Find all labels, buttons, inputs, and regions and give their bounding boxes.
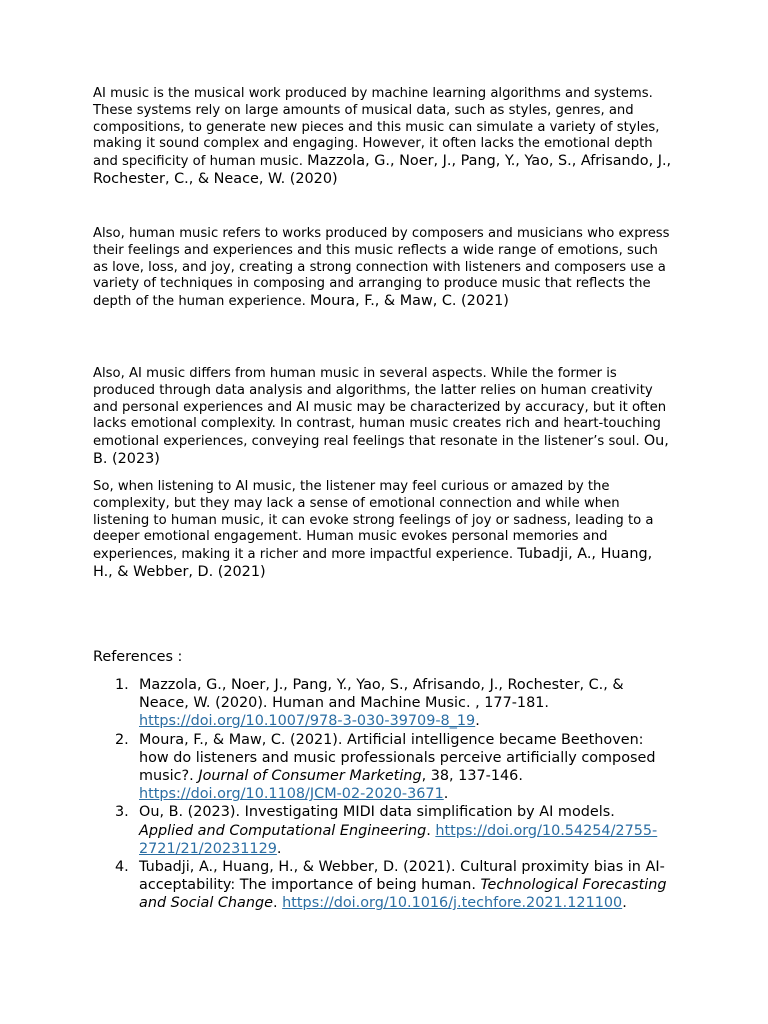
reference-details: , 38, 137-146.: [421, 768, 523, 785]
reference-journal: Applied and Computational Engineering: [139, 822, 427, 839]
paragraph-citation: Ou, B. (2023): [93, 433, 669, 467]
reference-item: [93, 858, 673, 913]
body-paragraph-human-music: [93, 226, 673, 311]
paragraph-citation: Moura, F., & Maw, C. (2021): [310, 293, 509, 310]
reference-doi-link[interactable]: https://doi.org/10.1016/j.techfore.2021.121100: [282, 895, 623, 912]
reference-details: .: [273, 895, 278, 912]
reference-text: Ou, B. (2023). Investigating MIDI data simplification by AI models.: [139, 804, 615, 821]
reference-doi-link[interactable]: https://doi.org/10.1108/JCM-02-2020-3671: [139, 786, 444, 803]
references-list: [93, 676, 673, 913]
reference-number: 3.: [115, 804, 129, 821]
paragraph-text: AI music is the musical work produced by machine learning algorithms and systems. These systems rely on large amounts of musical data, such as styles, genres, and compositions, to generate new pieces and this music can simulate a variety of styles, making it sound complex and engaging. However, it often lacks the emotional depth and specificity of human music.: [93, 86, 660, 170]
body-paragraph-ai-music: [93, 86, 673, 189]
references-heading: References :: [93, 649, 183, 665]
reference-number: 1.: [115, 677, 129, 693]
reference-doi-link[interactable]: https://doi.org/10.1007/978-3-030-39709-8_19: [139, 713, 476, 730]
body-paragraph-listening: [93, 479, 673, 582]
body-paragraph-differences: [93, 366, 673, 469]
reference-doi-link[interactable]: https://doi.org/10.54254/2755-2721/21/20231129: [139, 822, 658, 857]
reference-text: Mazzola, G., Noer, J., Pang, Y., Yao, S., Afrisando, J., Rochester, C., & Neace, W. (2020). Human and Machine Music. , 177-181.: [139, 677, 624, 712]
paragraph-text: So, when listening to AI music, the listener may feel curious or amazed by the complexity, but they may lack a sense of emotional connection and while when listening to human music, it can evoke strong feelings of joy or sadness, leading to a deeper emotional engagement. Human music evokes personal memories and experiences, making it a richer and more impactful experience.: [93, 479, 654, 563]
reference-end: .: [443, 786, 449, 803]
paragraph-citation: Mazzola, G., Noer, J., Pang, Y., Yao, S., Afrisando, J., Rochester, C., & Neace, W. (2020): [93, 153, 672, 187]
reference-end: .: [622, 895, 627, 912]
paragraph-citation: Tubadji, A., Huang, H., & Webber, D. (2021): [93, 546, 653, 580]
reference-number: 2.: [115, 731, 129, 748]
reference-text: Moura, F., & Maw, C. (2021). Artificial intelligence became Beethoven: how do listeners and music professionals perceive artificially composed music?.: [139, 731, 656, 785]
reference-journal: Technological Forecasting and Social Change: [139, 877, 667, 912]
reference-item: [93, 676, 673, 731]
reference-journal: Journal of Consumer Marketing: [198, 768, 422, 785]
reference-item: [93, 803, 673, 858]
paragraph-text: Also, AI music differs from human music in several aspects. While the former is produced through data analysis and algorithms, the latter relies on human creativity and personal experiences and AI music may be characterized by accuracy, but it often lacks emotional complexity. In contrast, human music creates rich and heart-touching emotional experiences, conveying real feelings that resonate in the listener’s soul.: [93, 366, 667, 450]
reference-item: [93, 731, 673, 804]
reference-details: .: [426, 822, 431, 839]
reference-end: .: [475, 713, 480, 730]
paragraph-text: Also, human music refers to works produced by composers and musicians who express their feelings and experiences and this music reflects a wide range of emotions, such as love, loss, and joy, creating a strong connection with listeners and composers use a variety of techniques in composing and arranging to produce music that reflects the depth of the human experience.: [93, 226, 670, 310]
reference-number: 4.: [115, 859, 129, 876]
reference-end: .: [276, 840, 282, 857]
reference-text: Tubadji, A., Huang, H., & Webber, D. (2021). Cultural proximity bias in AI-acceptability: The importance of being human.: [139, 859, 665, 894]
